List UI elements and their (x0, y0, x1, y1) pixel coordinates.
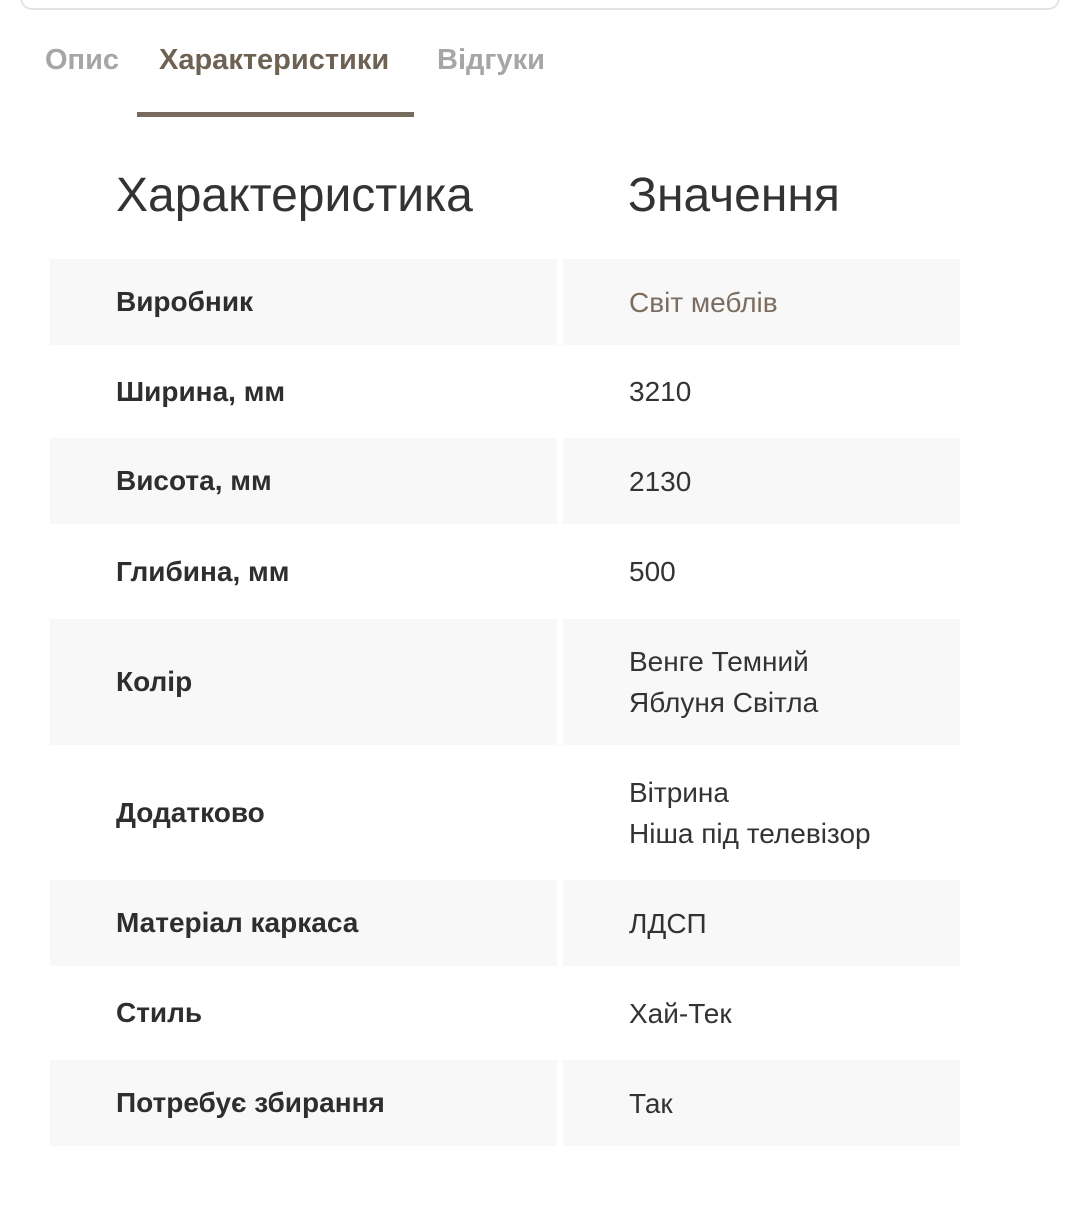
table-row-frame-material (50, 880, 960, 966)
row-value-text: Яблуня Світла (629, 687, 819, 718)
row-value-text: Вітрина (629, 776, 729, 808)
row-value (563, 345, 960, 438)
row-value-text: Венге Темний (629, 646, 809, 677)
row-value (563, 880, 960, 966)
row-value (563, 524, 960, 619)
row-value-text: ЛДСП (629, 907, 707, 939)
row-key: Колір (50, 619, 557, 745)
spec-table (50, 259, 960, 1146)
row-value (563, 438, 960, 524)
column-header-value: Значення (628, 169, 840, 222)
table-row-assembly (50, 1060, 960, 1146)
row-value-text: 2130 (629, 465, 692, 497)
row-value (563, 619, 960, 745)
row-key: Висота, мм (50, 438, 557, 524)
row-key: Матеріал каркаса (50, 880, 557, 966)
table-row-width (50, 345, 960, 438)
row-key: Додатково (116, 796, 265, 828)
table-row-manufacturer (50, 259, 960, 345)
row-value (563, 745, 960, 880)
manufacturer-link[interactable]: Світ меблів (629, 286, 778, 318)
table-row-color (50, 619, 960, 745)
row-value-text: Ніша під телевізор (629, 817, 871, 849)
row-value (563, 1060, 960, 1146)
row-value (563, 259, 960, 345)
table-row-depth (50, 524, 960, 619)
row-key: Ширина, мм (116, 375, 286, 407)
tab-characteristics[interactable]: Характеристики (159, 44, 390, 76)
table-row-style (50, 966, 960, 1060)
tab-description[interactable]: Опис (45, 44, 120, 76)
row-key: Стиль (116, 997, 203, 1028)
product-tabs (0, 30, 1080, 120)
row-key: Глибина, мм (116, 555, 290, 587)
row-value-text: Так (629, 1087, 673, 1119)
row-value-text: Хай-Тек (629, 997, 732, 1029)
row-value-text: 500 (629, 556, 676, 587)
column-header-characteristic: Характеристика (116, 169, 473, 222)
table-row-extra (50, 745, 960, 880)
row-key: Виробник (50, 259, 557, 345)
active-tab-underline (137, 112, 414, 117)
row-value-text: 3210 (629, 376, 692, 407)
tab-reviews[interactable]: Відгуки (437, 44, 545, 76)
row-value (563, 966, 960, 1060)
row-key: Потребує збирання (50, 1060, 557, 1146)
table-row-height (50, 438, 960, 524)
top-card-edge (20, 0, 1060, 10)
